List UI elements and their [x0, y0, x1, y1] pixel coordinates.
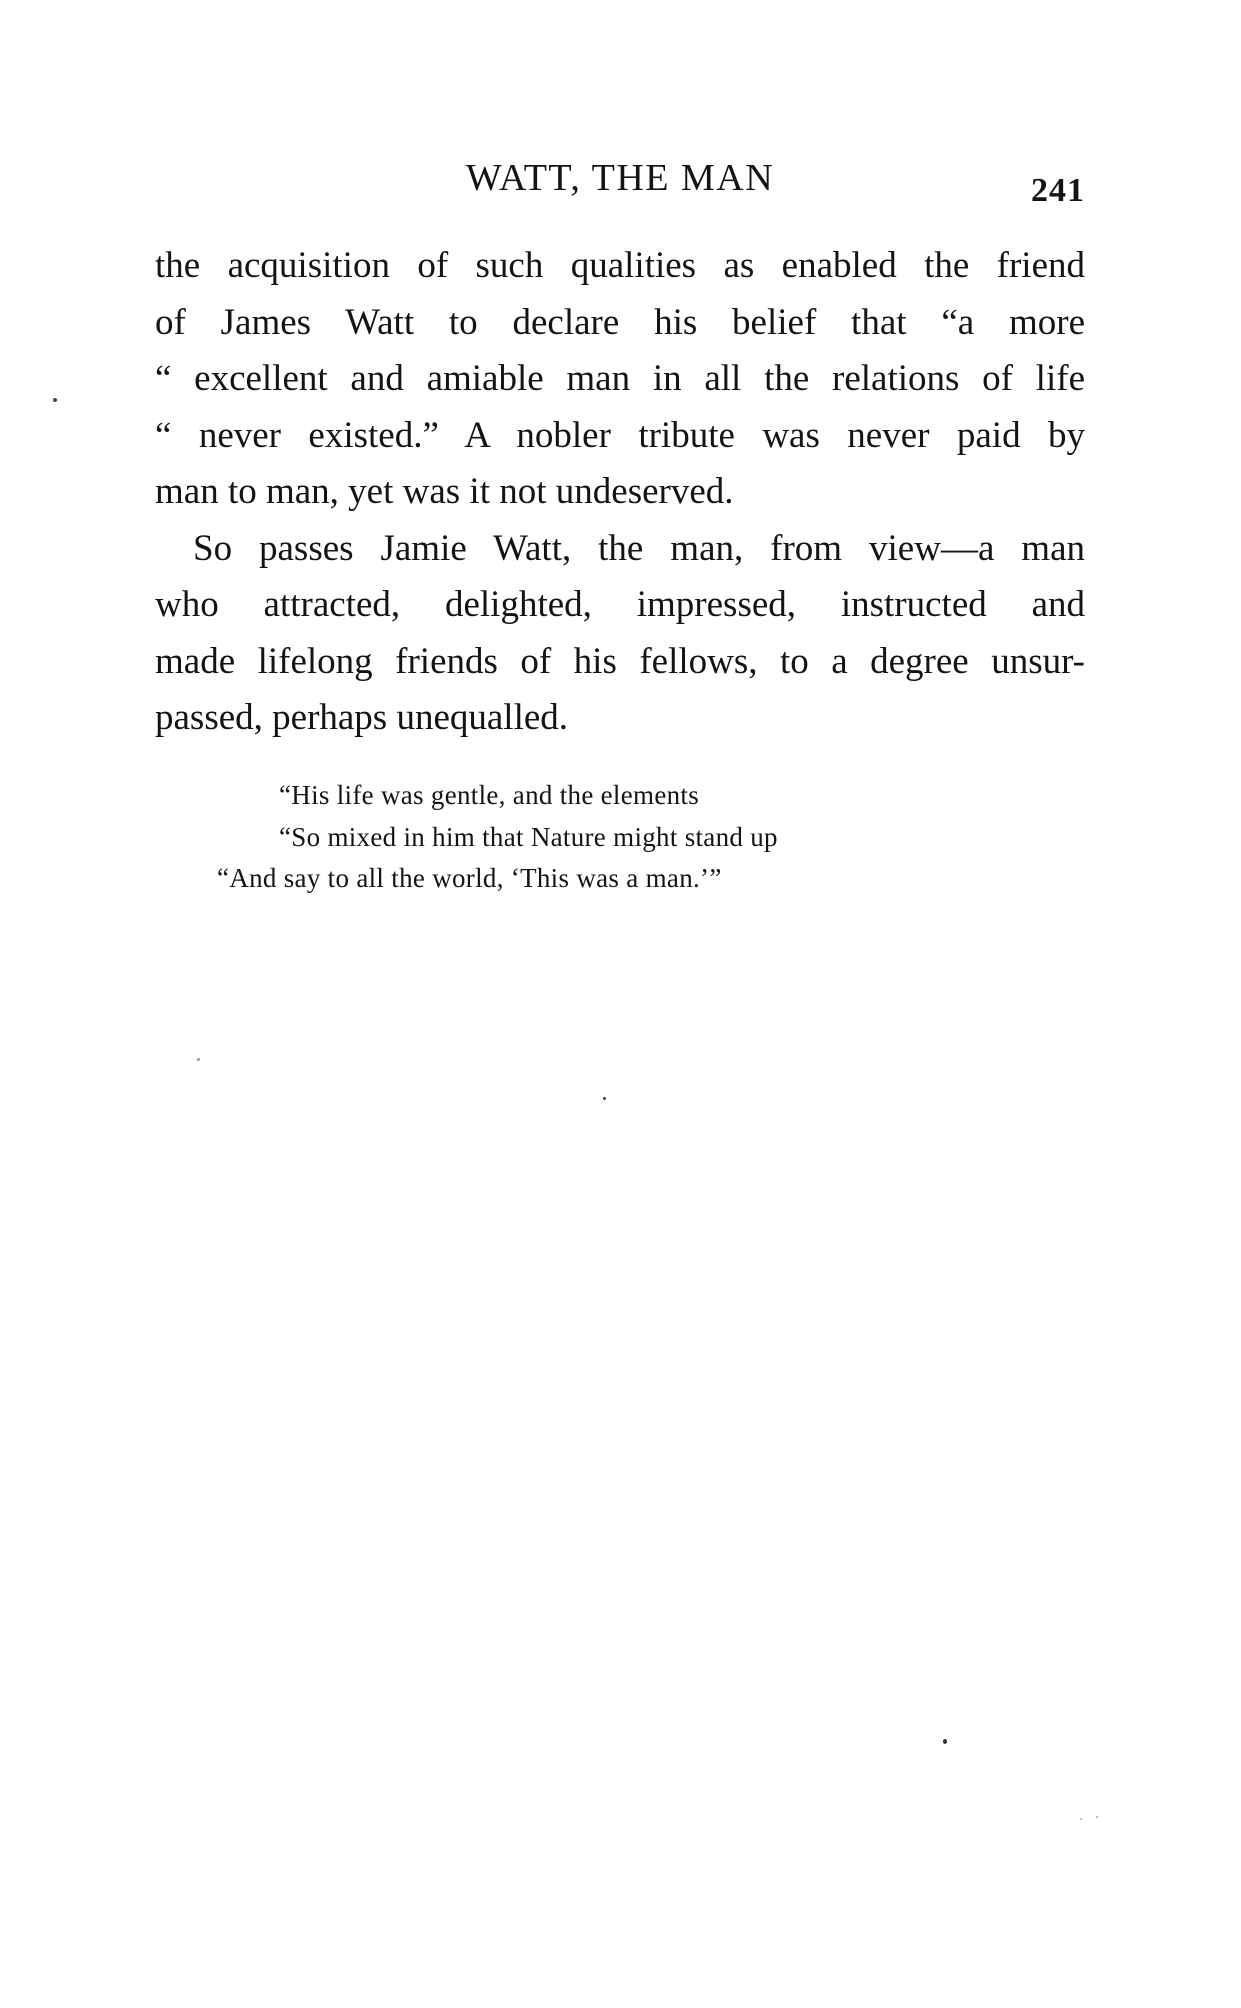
scan-speck [53, 398, 57, 402]
text-line: made lifelong friends of his fellows, to a degree unsur- [155, 640, 1085, 682]
paragraph-2 [155, 521, 1085, 747]
text-line: passed, perhaps unequalled. [155, 697, 569, 738]
paragraph-1 [155, 238, 1085, 521]
text-line: “ never existed.” A nobler tribute was never paid by [155, 414, 1085, 456]
scan-speck [943, 1739, 947, 1744]
verse-line: “And say to all the world, ‘This was a man.’” [217, 863, 722, 893]
scan-speck [197, 1058, 200, 1061]
text-line: of James Watt to declare his belief that “a more [155, 301, 1085, 343]
verse-line: “So mixed in him that Nature might stand up [279, 821, 778, 852]
text-line: man to man, yet was it not undeserved. [155, 471, 734, 512]
scan-speck [603, 1097, 606, 1100]
verse-quotation [155, 775, 1085, 900]
text-line: the acquisition of such qualities as enabled the friend [155, 245, 1085, 286]
running-title: WATT, THE MAN [465, 157, 775, 199]
body-text [155, 238, 1085, 747]
verse-line: “His life was gentle, and the elements [279, 780, 700, 810]
running-head [155, 150, 1085, 210]
scan-speck [1096, 1816, 1098, 1818]
page-number: 241 [1031, 172, 1085, 209]
text-line: So passes Jamie Watt, the man, from view—a man [193, 527, 1085, 569]
text-line: who attracted, delighted, impressed, instructed and [155, 584, 1085, 625]
scan-speck [1080, 1818, 1082, 1820]
text-line: “ excellent and amiable man in all the relations of life [155, 358, 1085, 399]
